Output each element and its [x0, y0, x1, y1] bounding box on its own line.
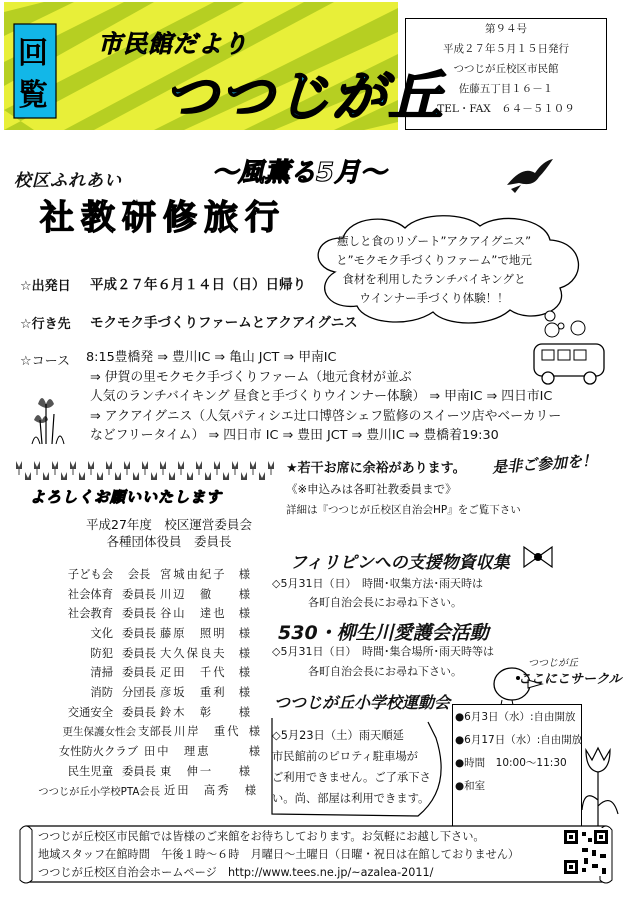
- member-honorific: 様: [238, 705, 250, 719]
- event-item: ●和室: [455, 780, 486, 792]
- member-org: 交通安全: [67, 705, 113, 719]
- philippines-line-1: ◇5月31日（日） 時間･収集方法･雨天時は: [272, 577, 483, 590]
- member-org: 防犯: [90, 646, 113, 660]
- sports-line: ◇5月23日（土）雨天順延: [272, 729, 404, 742]
- member-role: 支部長: [138, 725, 172, 739]
- cloud-text: [320, 232, 548, 308]
- destination-value: モクモク手づくりファームとアクアイグニス: [90, 315, 358, 331]
- member-org: 文化: [90, 626, 113, 640]
- philippines-line-2: 各町自治会長にお尋ね下さい。: [308, 596, 462, 609]
- member-role: 会長: [127, 567, 151, 581]
- seats-available: ★若干お席に余裕があります。: [286, 461, 466, 476]
- list-item: [18, 584, 280, 604]
- river-line-1: ◇5月31日（日） 時間･集合場所･雨天時等は: [272, 645, 494, 658]
- member-org: 子ども会: [67, 567, 113, 581]
- member-honorific: 様: [238, 587, 250, 601]
- member-name: 近田 高秀: [164, 784, 231, 798]
- member-role: 委員長: [122, 607, 156, 621]
- kairan-char-1: 回: [18, 36, 48, 71]
- member-name: 鈴木 彰: [160, 705, 214, 719]
- tulip-border-bottom: [12, 470, 274, 486]
- month-headline: ～風薫る5月～: [212, 158, 387, 188]
- course-line: などフリータイム） ⇒ 四日市 IC ⇒ 豊田 JCT ⇒ 豊川IC ⇒ 豊橋着19:30: [90, 428, 499, 443]
- circle-subtitle: ここにこサークル: [518, 672, 622, 687]
- river-line-2: 各町自治会長にお尋ね下さい。: [308, 665, 462, 678]
- member-role: 分団長: [122, 685, 156, 699]
- member-org: 社会体育: [67, 587, 113, 601]
- member-name: 疋田 千代: [160, 666, 227, 680]
- cloud-line: ウインナー手づくり体験！！: [359, 291, 509, 305]
- course-line: 人気のランチバイキング 昼食と手づくりウインナー体験） ⇒ 甲南IC ⇒ 四日市IC: [90, 389, 553, 404]
- member-org: 民生児童: [67, 764, 113, 778]
- list-item: [18, 722, 280, 742]
- apply-note: 《※申込みは各町社教委員まで》: [286, 482, 457, 496]
- member-honorific: 様: [238, 685, 250, 699]
- issue-info-box: [405, 18, 607, 130]
- sports-line: 市民館前のピロティ駐車場が: [272, 750, 418, 763]
- member-role: 委員長: [122, 587, 156, 601]
- tulip-border-bottom-icons: [12, 470, 274, 486]
- sports-line: い。尚、部屋は利用できます。: [272, 792, 430, 805]
- departure-label: ☆出発日: [20, 279, 71, 294]
- member-name: 宮城由紀子: [160, 567, 227, 581]
- member-role: 委員長: [122, 626, 156, 640]
- cloud-line: 食材を利用したランチバイキングと: [342, 272, 526, 286]
- member-honorific: 様: [238, 666, 250, 680]
- list-item: [18, 781, 280, 801]
- member-name: 川岸 重代: [174, 725, 241, 739]
- member-honorific: 様: [238, 567, 250, 581]
- tulip-illustration: [578, 736, 626, 830]
- issue-number: 第９４号: [485, 23, 527, 35]
- member-role: 委員長: [122, 764, 156, 778]
- list-item: [18, 643, 280, 663]
- course-line: ⇒ アクアイグニス（人気パティシエ辻口博啓シェフ監修のスイーツ店やベーカリー: [90, 408, 562, 424]
- footer-homepage[interactable]: つつじが丘校区自治会ホームページ http://www.tees.ne.jp/~azalea-2011/: [38, 866, 434, 879]
- circle-name: つつじが丘: [528, 658, 578, 669]
- member-honorific: 様: [248, 745, 260, 759]
- event-item: ●6月17日（水）:自由開放: [455, 734, 583, 746]
- departure-value: 平成２７年６月１４日（日）日帰り: [90, 277, 306, 293]
- sports-title: つつじが丘小学校運動会: [274, 693, 451, 712]
- philippines-title: フィリピンへの支援物資収集: [290, 553, 510, 573]
- member-honorific: 様: [248, 725, 260, 739]
- course-line: 8:15豊橋発 ⇒ 豊川IC ⇒ 亀山 JCT ⇒ 甲南IC: [86, 350, 337, 365]
- swallow-illustration: [505, 155, 555, 195]
- trip-title: 社教研修旅行: [40, 198, 286, 238]
- kairan-char-2: 覧: [18, 78, 48, 113]
- details-note: 詳細は『つつじが丘校区自治会HP』をご覧下さい: [286, 504, 521, 516]
- member-org: つつじが丘小学校PTA会長: [38, 785, 160, 798]
- welcome-message: 是非ご参加を！: [491, 451, 598, 477]
- issue-tel: TEL・FAX ６４－５１０９: [437, 103, 575, 115]
- ribbon-icon: [520, 543, 556, 573]
- issue-date: 平成２７年５月１５日発行: [443, 43, 569, 55]
- member-org: 女性防火クラブ: [58, 745, 138, 759]
- member-name: 川辺 徹: [160, 587, 214, 601]
- committee-heading: [64, 516, 274, 550]
- footer-info: [16, 822, 616, 886]
- banner-subtitle: 市民館だより: [98, 30, 248, 58]
- member-honorific: 様: [244, 784, 256, 798]
- iris-illustration: [28, 390, 68, 444]
- member-list: [18, 564, 280, 800]
- footer-line-2: 地域スタッフ在館時間 午後１時～６時 月曜日～土曜日（日曜・祝日は在館しておりません）: [38, 848, 520, 861]
- member-name: 彦坂 重利: [160, 685, 227, 699]
- list-item: [18, 603, 280, 623]
- list-item: [18, 761, 280, 781]
- list-item: [18, 682, 280, 702]
- sports-line: ご利用できません。ご了承下さ: [272, 771, 431, 784]
- issue-publisher: つつじが丘校区市民館: [453, 63, 559, 75]
- committee-line-2: 各種団体役員 委員長: [106, 534, 232, 549]
- committee-line-1: 平成27年度 校区運営委員会: [86, 517, 252, 532]
- river-title: 530・柳生川愛護会活動: [278, 622, 489, 644]
- member-honorific: 様: [238, 607, 250, 621]
- issue-address: 佐藤五丁目１６－１: [458, 83, 554, 95]
- member-org: 更生保護女性会: [62, 725, 136, 738]
- member-org: 社会教育: [67, 607, 113, 621]
- course-line: ⇒ 伊賀の里モクモク手づくりファーム（地元食材が並ぶ: [90, 369, 412, 385]
- member-role: 委員長: [122, 705, 156, 719]
- member-name: 東 伸一: [160, 764, 214, 778]
- greeting-title: よろしくお願いいたします: [30, 488, 223, 506]
- qr-code-icon: [562, 828, 610, 876]
- list-item: [18, 564, 280, 584]
- member-name: 藤原 照明: [160, 626, 227, 640]
- list-item: [18, 662, 280, 682]
- event-item: ●6月3日（水）:自由開放: [455, 711, 576, 723]
- cloud-line: と”モクモク手づくりファーム”で地元: [336, 253, 532, 267]
- member-name: 大久保良夫: [160, 646, 227, 660]
- destination-label: ☆行き先: [20, 317, 71, 332]
- list-item: [18, 741, 280, 761]
- member-honorific: 様: [238, 626, 250, 640]
- trip-tag: 校区ふれあい: [14, 171, 122, 191]
- member-name: 田中 理恵: [144, 745, 211, 759]
- course-label: ☆コース: [20, 354, 71, 369]
- event-item: ●時間 10:00～11:30: [455, 757, 567, 769]
- banner-title: つつじが丘: [164, 65, 444, 128]
- member-role: 委員長: [122, 666, 156, 680]
- member-honorific: 様: [238, 646, 250, 660]
- member-role: 委員長: [122, 646, 156, 660]
- course-route: [86, 348, 606, 446]
- cloud-line: 癒しと食のリゾート”アクアイグニス”: [336, 234, 532, 248]
- member-name: 谷山 達也: [160, 607, 227, 621]
- masthead-banner: [4, 2, 444, 130]
- footer-line-1: つつじが丘校区市民館では皆様のご来館をお待ちしております。お気軽にお越し下さい。: [38, 830, 485, 843]
- list-item: [18, 623, 280, 643]
- member-org: 清掃: [90, 666, 113, 680]
- list-item: [18, 702, 280, 722]
- member-honorific: 様: [238, 764, 250, 778]
- circle-events-box: [452, 704, 582, 832]
- member-org: 消防: [90, 685, 113, 699]
